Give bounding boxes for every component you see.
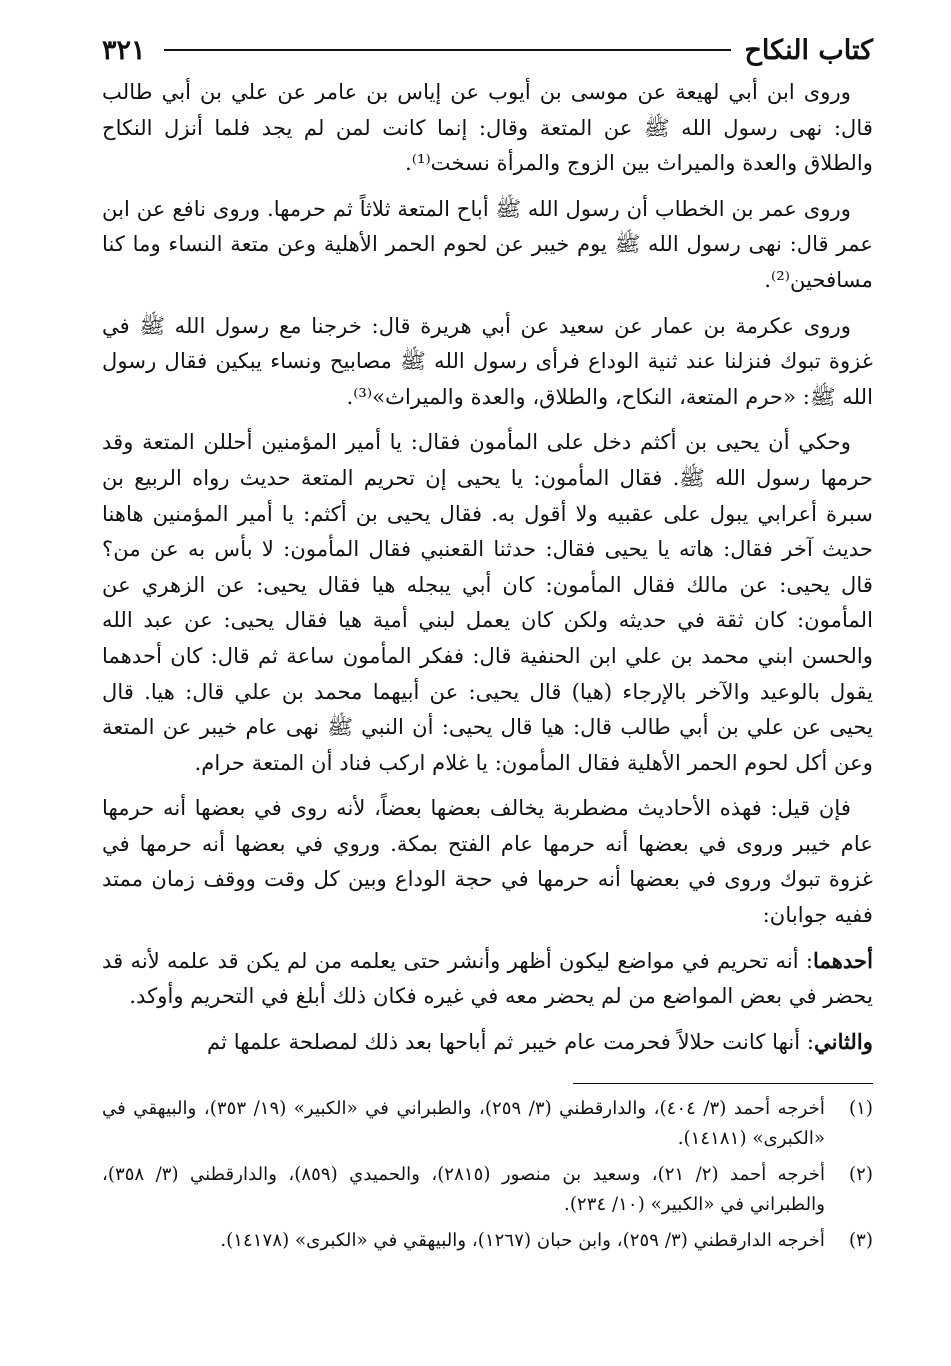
answer-label: والثاني bbox=[814, 1028, 873, 1054]
footnote-text: أخرجه أحمد (٣/ ٤٠٤)، والدارقطني (٣/ ٢٥٩)، والطبراني في «الكبير» (١٩/ ٣٥٣)، والبيهقي في «الكبرى» (١٤١٨١). bbox=[102, 1098, 825, 1150]
main-text bbox=[102, 74, 873, 1059]
footnote-text: أخرجه أحمد (٢/ ٢١)، وسعيد بن منصور (٢٨١٥)، والحميدي (٨٥٩)، والدارقطني (٣/ ٣٥٨)، والطبراني في «الكبير» (١٠/ ٢٣٤). bbox=[102, 1164, 826, 1216]
footnote bbox=[102, 1160, 873, 1220]
paragraph: فإن قيل: فهذه الأحاديث مضطربة يخالف بعضها بعضاً، لأنه روى في بعضها أنه حرمها عام خيبر وروى في بعضها أنه حرمها عام الفتح بمكة. وروي في بعضها أنه حرمها في غزوة تبوك وروى في بعضها أنه حرمها في حجة الوداع وبين كل وقت ووقف زمان ممتد ففيه جوابان: bbox=[102, 795, 873, 928]
footnote bbox=[102, 1094, 873, 1154]
footnote-text: أخرجه الدارقطني (٣/ ٢٥٩)، وابن حبان (١٢٦٧)، والبيهقي في «الكبرى» (١٤١٧٨). bbox=[220, 1230, 825, 1252]
answer-paragraph bbox=[102, 1024, 873, 1060]
answer-label: أحدهما bbox=[813, 947, 873, 973]
footnote-number: (٣) bbox=[849, 1230, 873, 1252]
answer-text: : أنه تحريم في مواضع ليكون أظهر وأنشر حتى يعلمه من لم يكن قد علمه لأنه قد يحضر في بعض المواضع من لم يحضر معه في غيره فكان ذلك أبلغ في التحريم وأوكد. bbox=[102, 947, 873, 1009]
footnote-number: (١) bbox=[849, 1098, 873, 1120]
paragraph: وروى عكرمة بن عمار عن سعيد عن أبي هريرة قال: خرجنا مع رسول الله ﷺ في غزوة تبوك فنزلنا عند ثنية الوداع فرأى رسول الله ﷺ مصابيح ونساء يبكين فقال رسول الله ﷺ: «حرم المتعة، النكاح، والطلاق، والعدة والميراث»⁽³⁾. bbox=[102, 312, 873, 409]
page-number: ٣٢١ bbox=[102, 34, 146, 66]
footnote bbox=[102, 1226, 873, 1256]
footnotes bbox=[102, 1094, 873, 1256]
paragraph: وروى عمر بن الخطاب أن رسول الله ﷺ أباح المتعة ثلاثاً ثم حرمها. وروى نافع عن ابن عمر قال: نهى رسول الله ﷺ يوم خيبر عن لحوم الحمر الأهلية وعن متعة النساء وما كنا مسافحين⁽²⁾. bbox=[102, 195, 873, 292]
running-header bbox=[102, 30, 873, 70]
answer-paragraph bbox=[102, 943, 873, 1014]
answer-text: : أنها كانت حلالاً فحرمت عام خيبر ثم أباحها بعد ذلك لمصلحة علمها ثم bbox=[207, 1028, 815, 1054]
paragraph: وحكي أن يحيى بن أكثم دخل على المأمون فقال: يا أمير المؤمنين أحللن المتعة وقد حرمها رسول الله ﷺ. فقال المأمون: يا يحيى إن تحريم المتعة حديث رواه الربيع بن سبرة أعرابي يبول على عقبيه ولا أقول به. فقال يحيى بن أكثم: يا أمير المؤمنين هاهنا حديث آخر فقال: هاته يا يحيى فقال: حدثنا القعنبي فقال المأمون: لا بأس به عن من؟ قال يحيى: عن مالك فقال المأمون: كان أبي يبجله هيا فقال يحيى: عن الزهري عن المأمون: كان ثقة في حديثه ولكن كان يعمل لبني أمية هيا فقال يحيى: عن عبد الله والحسن ابني محمد بن علي ابن الحنفية قال: ففكر المأمون ساعة ثم قال: كان أحدهما يقول بالوعيد والآخر بالإرجاء (هيا) قال يحيى: عن أبيهما محمد بن علي قال: هيا. قال يحيى عن علي بن أبي طالب قال: هيا قال يحيى: أن النبي ﷺ نهى عام خيبر عن المتعة وعن أكل لحوم الحمر الأهلية فقال المأمون: يا غلام اركب فناد أن المتعة حرام. bbox=[102, 429, 873, 775]
paragraph: وروى ابن أبي لهيعة عن موسى بن أيوب عن إياس بن عامر عن علي بن أبي طالب قال: نهى رسول الله ﷺ عن المتعة وقال: إنما كانت لمن لم يجد فلما أنزل النكاح والطلاق والعدة والميراث بين الزوج والمرأة نسخت⁽¹⁾. bbox=[102, 79, 873, 176]
header-rule bbox=[164, 49, 731, 51]
footnote-number: (٢) bbox=[849, 1164, 873, 1186]
book-title: كتاب النكاح bbox=[744, 34, 873, 66]
footnote-separator bbox=[573, 1083, 873, 1084]
